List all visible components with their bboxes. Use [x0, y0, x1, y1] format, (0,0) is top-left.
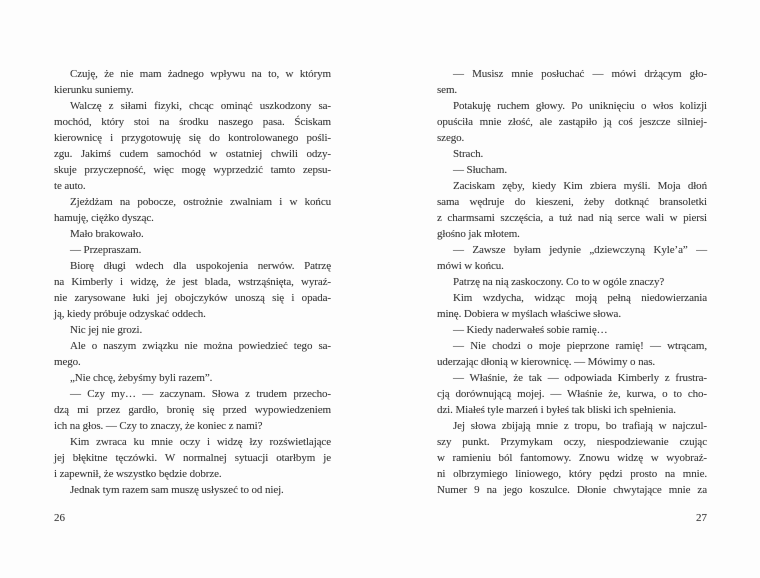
paragraph [437, 146, 707, 162]
right-page-number: 27 [696, 512, 707, 524]
text-line: dzi. Miałeś tyle marzeń i byłeś tak bliski ich spełnienia. [437, 404, 676, 416]
paragraph [437, 370, 707, 418]
paragraph [54, 66, 331, 98]
text-line: Jej słowa zbijają mnie z tropu, bo trafiają w najczul- [453, 420, 707, 432]
text-line: — Zawsze byłam jedynie „dziewczyną Kyle’a” — [453, 244, 707, 256]
text-line: — Musisz mnie posłuchać — mówi drżącym gło- [453, 68, 707, 80]
text-line: szy punkt. Przymykam oczy, niespodziewanie czując [437, 436, 707, 448]
right-page-text [437, 66, 707, 498]
paragraph [54, 258, 331, 322]
text-line: Walczę z siłami fizyki, chcąc ominąć uszkodzony sa- [70, 100, 331, 112]
paragraph [54, 370, 331, 386]
text-line: na Kimberly i widzę, że jest blada, wstrząśnięta, wyraź- [54, 276, 331, 288]
text-line: — Właśnie, że tak — odpowiada Kimberly z frustra- [453, 372, 707, 384]
text-line: — Przepraszam. [70, 244, 142, 256]
left-page-text [54, 66, 331, 498]
paragraph [437, 290, 707, 322]
text-line: te auto. [54, 180, 86, 192]
paragraph [437, 418, 707, 498]
paragraph [437, 338, 707, 370]
text-line: Patrzę na nią zaskoczony. Co to w ogóle znaczy? [453, 276, 665, 288]
text-line: — Słucham. [453, 164, 507, 176]
text-line: mego. [54, 356, 81, 368]
text-line: Ale o naszym związku nie można powiedzieć tego sa- [70, 340, 331, 352]
text-line: — Kiedy naderwałeś sobie ramię… [453, 324, 608, 336]
paragraph [437, 178, 707, 242]
paragraph [437, 242, 707, 274]
paragraph [54, 482, 331, 498]
paragraph [54, 386, 331, 434]
text-line: uderzając dłonią w kierownicę. — Mówimy o nas. [437, 356, 656, 368]
text-line: hamuję, ciężko dysząc. [54, 212, 154, 224]
text-line: opuściła mnie złość, ale zastąpiło ją coś jeszcze silniej- [437, 116, 707, 128]
text-line: Potakuję ruchem głowy. Po uniknięciu o włos kolizji [453, 100, 707, 112]
text-line: mówi w końcu. [437, 260, 504, 272]
left-page-number: 26 [54, 512, 65, 524]
text-line: ich na głos. — Czy to znaczy, że koniec z nami? [54, 420, 263, 432]
text-line: „Nie chcę, żebyśmy byli razem”. [70, 372, 213, 384]
paragraph [54, 98, 331, 194]
text-line: minę. Dobiera w myślach właściwe słowa. [437, 308, 621, 320]
text-line: skuje przyczepność, więc mogę wyprzedzić tamto zepsu- [54, 164, 331, 176]
text-line: — Nie chodzi o moje pieprzone ramię! — wtrącam, [453, 340, 707, 352]
text-line: Numer 9 na jego koszulce. Dłonie chwytające mnie za [437, 484, 707, 496]
text-line: i zapewnił, że wszystko będzie dobrze. [54, 468, 222, 480]
text-line: z charmsami szczęścia, a tuż nad nią serce wali w piersi [437, 212, 707, 224]
text-line: Biorę długi wdech dla uspokojenia nerwów. Patrzę [70, 260, 331, 272]
text-line: Czuję, że nie mam żadnego wpływu na to, w którym [70, 68, 331, 80]
paragraph [437, 162, 707, 178]
paragraph [54, 226, 331, 242]
text-line: dzą mi przez gardło, bronię się przed wypowiedzeniem [54, 404, 331, 416]
paragraph [437, 98, 707, 146]
text-line: Nic jej nie grozi. [70, 324, 143, 336]
text-line: — Czy my… — zaczynam. Słowa z trudem przecho- [70, 388, 331, 400]
text-line: Zaciskam zęby, kiedy Kim zbiera myśli. Moja dłoń [453, 180, 707, 192]
text-line: kierunku suniemy. [54, 84, 134, 96]
text-line: Mało brakowało. [70, 228, 144, 240]
text-line: Zjeżdżam na pobocze, ostrożnie zwalniam i w końcu [70, 196, 331, 208]
text-line: mochód, który stoi na środku naszego pasa. Ściskam [54, 116, 331, 128]
paragraph [54, 434, 331, 482]
paragraph [54, 322, 331, 338]
text-line: cją dorównującą mojej. — Właśnie że, kurwa, o to cho- [437, 388, 707, 400]
text-line: Kim wzdycha, widząc moją pełną niedowierzania [453, 292, 707, 304]
text-line: głośno jak młotem. [437, 228, 520, 240]
paragraph [54, 242, 331, 258]
text-line: zgu. Jakimś cudem samochód w ostatniej chwili odzy- [54, 148, 331, 160]
paragraph [54, 194, 331, 226]
paragraph [437, 322, 707, 338]
text-line: kierownicę i przygotowuję się do kontrolowanego pośli- [54, 132, 331, 144]
text-line: ni olbrzymiego liniowego, który pędzi prosto na mnie. [437, 468, 707, 480]
text-line: nie zarysowane łuki jej obojczyków unoszą się i opada- [54, 292, 331, 304]
paragraph [54, 338, 331, 370]
text-line: Kim zwraca ku mnie oczy i widzę łzy rozświetlające [70, 436, 331, 448]
text-line: Strach. [453, 148, 484, 160]
text-line: sama wędruje do kieszeni, żeby dotknąć bransoletki [437, 196, 707, 208]
text-line: ją, kiedy próbuje odzyskać oddech. [54, 308, 206, 320]
text-line: w ramieniu ból fantomowy. Znowu widzę w wyobraź- [437, 452, 707, 464]
paragraph [437, 274, 707, 290]
text-line: jej błękitne tęczówki. W normalnej sytuacji otarłbym je [54, 452, 331, 464]
paragraph [437, 66, 707, 98]
text-line: szego. [437, 132, 465, 144]
text-line: sem. [437, 84, 458, 96]
text-line: Jednak tym razem sam muszę usłyszeć to od niej. [70, 484, 284, 496]
